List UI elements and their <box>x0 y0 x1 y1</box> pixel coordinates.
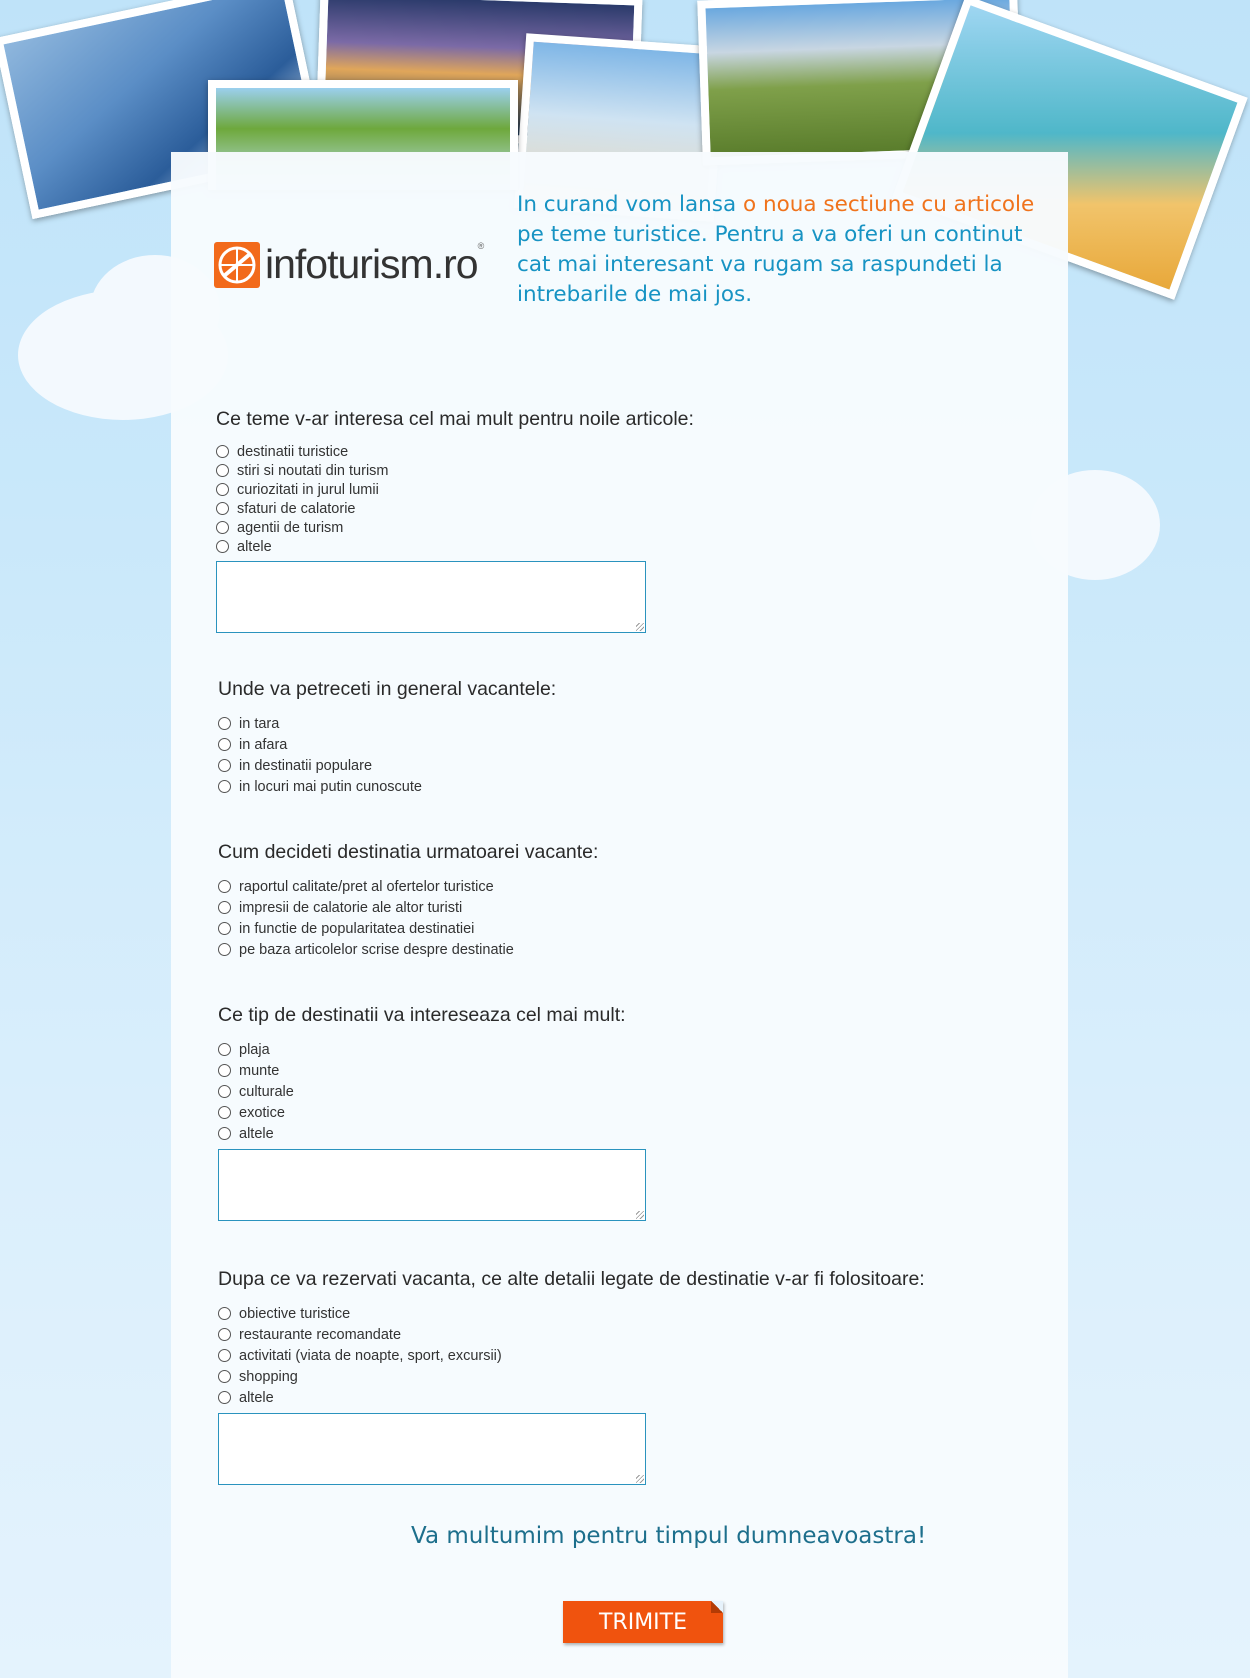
resize-handle[interactable] <box>636 1475 644 1483</box>
radio-option[interactable] <box>218 1060 294 1081</box>
radio-button[interactable] <box>218 759 231 772</box>
intro-rest: pe teme turistice. Pentru a va oferi un continut cat mai interesant va rugam sa raspundeti la intrebarile de mai jos. <box>517 222 1023 307</box>
radio-option[interactable] <box>218 1366 502 1387</box>
question-3-title: Cum decideti destinatia urmatoarei vacante: <box>218 841 599 863</box>
radio-button[interactable] <box>216 464 229 477</box>
question-4-title: Ce tip de destinatii va intereseaza cel mai mult: <box>218 1004 626 1026</box>
option-label: plaja <box>239 1041 270 1058</box>
registered-mark: ® <box>477 241 484 251</box>
option-label: pe baza articolelor scrise despre destinatie <box>239 941 514 958</box>
question-4-options <box>218 1039 294 1144</box>
radio-option[interactable] <box>218 734 422 755</box>
submit-button[interactable]: TRIMITE <box>563 1601 723 1643</box>
question-2-options <box>218 713 422 797</box>
radio-button[interactable] <box>218 738 231 751</box>
option-label: impresii de calatorie ale altor turisti <box>239 899 463 916</box>
radio-button[interactable] <box>218 717 231 730</box>
radio-button[interactable] <box>218 1085 231 1098</box>
radio-option[interactable] <box>218 1102 294 1123</box>
radio-option[interactable] <box>218 876 514 897</box>
option-label: in locuri mai putin cunoscute <box>239 778 422 795</box>
textarea-wrap <box>216 561 646 633</box>
radio-button[interactable] <box>216 502 229 515</box>
option-label: shopping <box>239 1368 298 1385</box>
radio-button[interactable] <box>218 901 231 914</box>
radio-option[interactable] <box>218 897 514 918</box>
radio-button[interactable] <box>218 1064 231 1077</box>
question-5-options <box>218 1303 502 1408</box>
textarea-wrap <box>218 1149 646 1221</box>
radio-button[interactable] <box>218 922 231 935</box>
textarea-wrap <box>218 1413 646 1485</box>
option-label: in destinatii populare <box>239 757 373 774</box>
radio-option[interactable] <box>218 755 422 776</box>
option-label: in tara <box>239 715 280 732</box>
option-label: sfaturi de calatorie <box>237 500 356 517</box>
logo[interactable] <box>214 241 483 288</box>
radio-button[interactable] <box>218 1349 231 1362</box>
option-label: agentii de turism <box>237 519 344 536</box>
radio-button[interactable] <box>216 521 229 534</box>
radio-button[interactable] <box>218 1391 231 1404</box>
radio-button[interactable] <box>218 880 231 893</box>
intro-start: In curand vom lansa <box>517 192 744 217</box>
question-2-title: Unde va petreceti in general vacantele: <box>218 678 557 700</box>
option-label: curiozitati in jurul lumii <box>237 481 379 498</box>
radio-option[interactable] <box>216 442 389 461</box>
radio-option[interactable] <box>218 713 422 734</box>
option-label: activitati (viata de noapte, sport, excursii) <box>239 1347 502 1364</box>
other-details-textarea[interactable] <box>218 1413 646 1485</box>
option-label: raportul calitate/pret al ofertelor turistice <box>239 878 494 895</box>
option-label: stiri si noutati din turism <box>237 462 389 479</box>
resize-handle[interactable] <box>636 623 644 631</box>
radio-button[interactable] <box>218 1307 231 1320</box>
radio-button[interactable] <box>216 445 229 458</box>
option-label: altele <box>239 1389 274 1406</box>
radio-option[interactable] <box>218 1303 502 1324</box>
logo-label: infoturism.ro <box>265 241 478 287</box>
radio-button[interactable] <box>218 780 231 793</box>
radio-option[interactable] <box>216 537 389 556</box>
radio-option[interactable] <box>218 1123 294 1144</box>
intro-highlight: o noua sectiune cu articole <box>743 192 1035 217</box>
radio-option[interactable] <box>218 776 422 797</box>
radio-option[interactable] <box>218 939 514 960</box>
radio-option[interactable] <box>218 1345 502 1366</box>
option-label: altele <box>237 538 272 555</box>
other-topics-textarea[interactable] <box>216 561 646 633</box>
option-label: exotice <box>239 1104 285 1121</box>
thank-you-message: Va multumim pentru timpul dumneavoastra! <box>411 1523 927 1549</box>
radio-option[interactable] <box>218 1387 502 1408</box>
radio-button[interactable] <box>218 943 231 956</box>
option-label: in functie de popularitatea destinatiei <box>239 920 475 937</box>
radio-button[interactable] <box>216 540 229 553</box>
radio-button[interactable] <box>218 1370 231 1383</box>
radio-option[interactable] <box>218 1324 502 1345</box>
option-label: in afara <box>239 736 288 753</box>
radio-option[interactable] <box>216 480 389 499</box>
radio-button[interactable] <box>218 1127 231 1140</box>
option-label: restaurante recomandate <box>239 1326 402 1343</box>
radio-option[interactable] <box>218 1081 294 1102</box>
option-label: munte <box>239 1062 280 1079</box>
question-1-title: Ce teme v-ar interesa cel mai mult pentru noile articole: <box>216 408 694 430</box>
radio-option[interactable] <box>216 518 389 537</box>
radio-button[interactable] <box>218 1106 231 1119</box>
option-label: destinatii turistice <box>237 443 349 460</box>
option-label: culturale <box>239 1083 294 1100</box>
radio-option[interactable] <box>218 918 514 939</box>
logo-text <box>265 241 483 288</box>
option-label: obiective turistice <box>239 1305 351 1322</box>
radio-button[interactable] <box>216 483 229 496</box>
radio-option[interactable] <box>216 461 389 480</box>
radio-button[interactable] <box>218 1328 231 1341</box>
question-3-options <box>218 876 514 960</box>
globe-plane-icon <box>214 242 260 288</box>
option-label: altele <box>239 1125 274 1142</box>
resize-handle[interactable] <box>636 1211 644 1219</box>
question-5-title: Dupa ce va rezervati vacanta, ce alte detalii legate de destinatie v-ar fi folositoare: <box>218 1268 925 1290</box>
intro-text <box>517 190 1037 310</box>
radio-button[interactable] <box>218 1043 231 1056</box>
radio-option[interactable] <box>218 1039 294 1060</box>
other-destinations-textarea[interactable] <box>218 1149 646 1221</box>
question-1-options <box>216 442 389 556</box>
radio-option[interactable] <box>216 499 389 518</box>
